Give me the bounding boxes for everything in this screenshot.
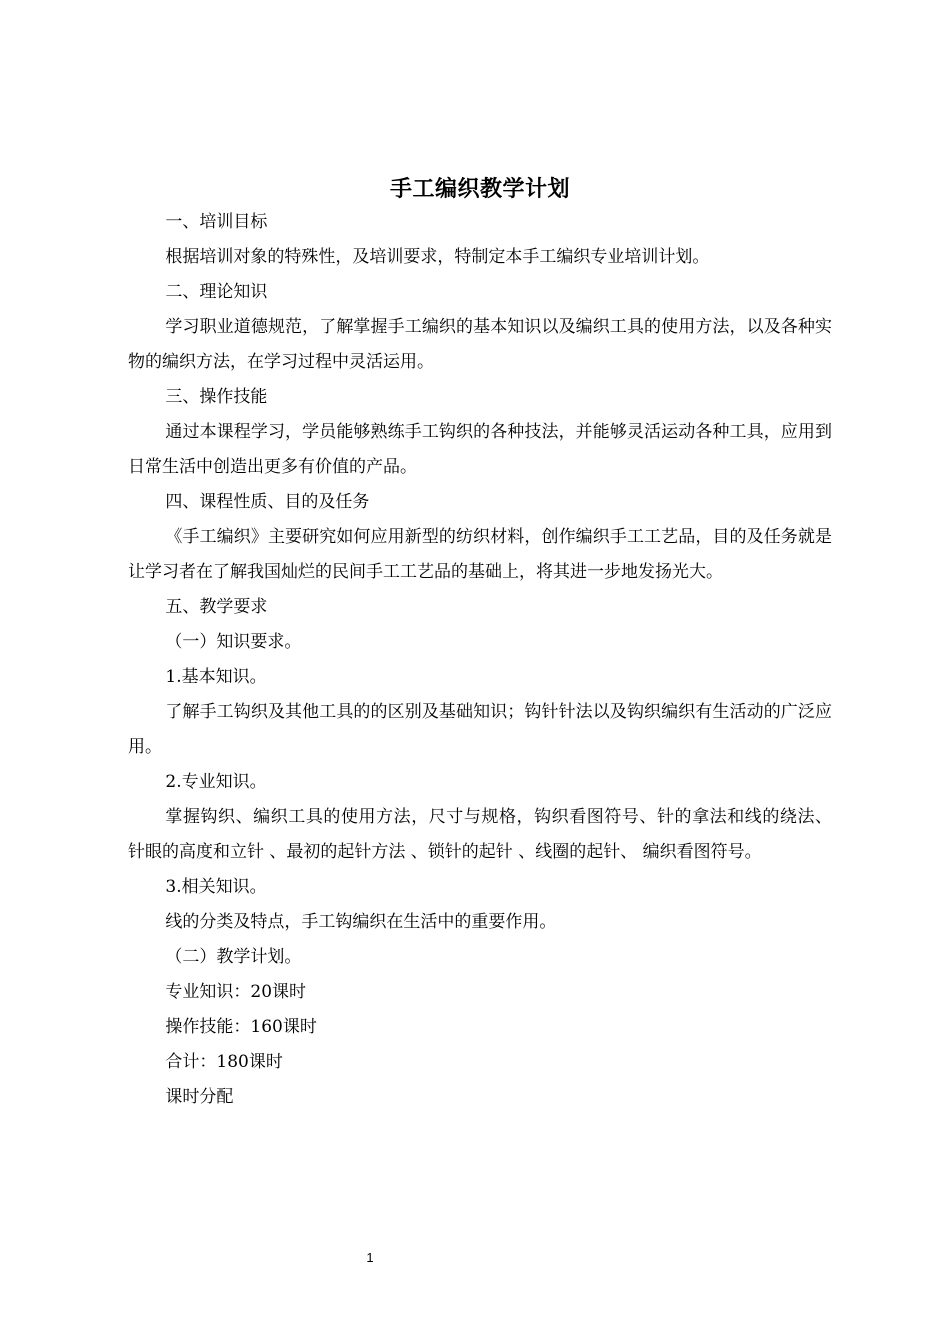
section-heading-training-goal: 一、培训目标 — [165, 212, 268, 232]
subheading-knowledge-requirements: （一）知识要求。 — [165, 632, 302, 652]
page-number: 1 — [366, 1250, 374, 1265]
item-heading-basic-knowledge: 1.基本知识。 — [165, 667, 267, 687]
paragraph-training-goal: 根据培训对象的特殊性，及培训要求，特制定本手工编织专业培训计划。 — [165, 247, 710, 267]
item-heading-professional-knowledge: 2.专业知识。 — [165, 772, 267, 792]
hours-operation-skills: 操作技能：160课时 — [165, 1017, 317, 1037]
section-heading-skills: 三、操作技能 — [165, 387, 268, 407]
paragraph-basic-knowledge: 了解手工钩织及其他工具的的区别及基础知识；钩针针法以及钩织编织有生活动的广泛应用。 — [128, 702, 832, 757]
section-heading-theory: 二、理论知识 — [165, 282, 268, 302]
document-body — [128, 205, 832, 1115]
hours-allocation: 课时分配 — [165, 1087, 234, 1107]
paragraph-related-knowledge: 线的分类及特点，手工钩编织在生活中的重要作用。 — [165, 912, 557, 932]
document-title: 手工编织教学计划 — [389, 176, 570, 202]
section-heading-course-nature: 四、课程性质、目的及任务 — [165, 492, 370, 512]
paragraph-course-nature: 《手工编织》主要研究如何应用新型的纺织材料，创作编织手工工艺品，目的及任务就是让学习者在了解我国灿烂的民间手工工艺品的基础上，将其进一步地发扬光大。 — [128, 527, 832, 582]
section-heading-teaching-requirements: 五、教学要求 — [165, 597, 268, 617]
paragraph-theory: 学习职业道德规范，了解掌握手工编织的基本知识以及编织工具的使用方法，以及各种实物的编织方法，在学习过程中灵活运用。 — [128, 317, 832, 372]
hours-total: 合计：180课时 — [165, 1052, 283, 1072]
item-heading-related-knowledge: 3.相关知识。 — [165, 877, 267, 897]
subheading-teaching-plan: （二）教学计划。 — [165, 947, 302, 967]
paragraph-professional-knowledge: 掌握钩织、编织工具的使用方法，尺寸与规格，钩织看图符号、针的拿法和线的绕法、 针眼的高度和立针 、最初的起针方法 、锁针的起针 、线圈的起针、 编织看图符号。 — [128, 807, 832, 862]
paragraph-skills: 通过本课程学习，学员能够熟练手工钩织的各种技法，并能够灵活运动各种工具，应用到日常生活中创造出更多有价值的产品。 — [128, 422, 832, 477]
hours-professional-knowledge: 专业知识：20课时 — [165, 982, 307, 1002]
